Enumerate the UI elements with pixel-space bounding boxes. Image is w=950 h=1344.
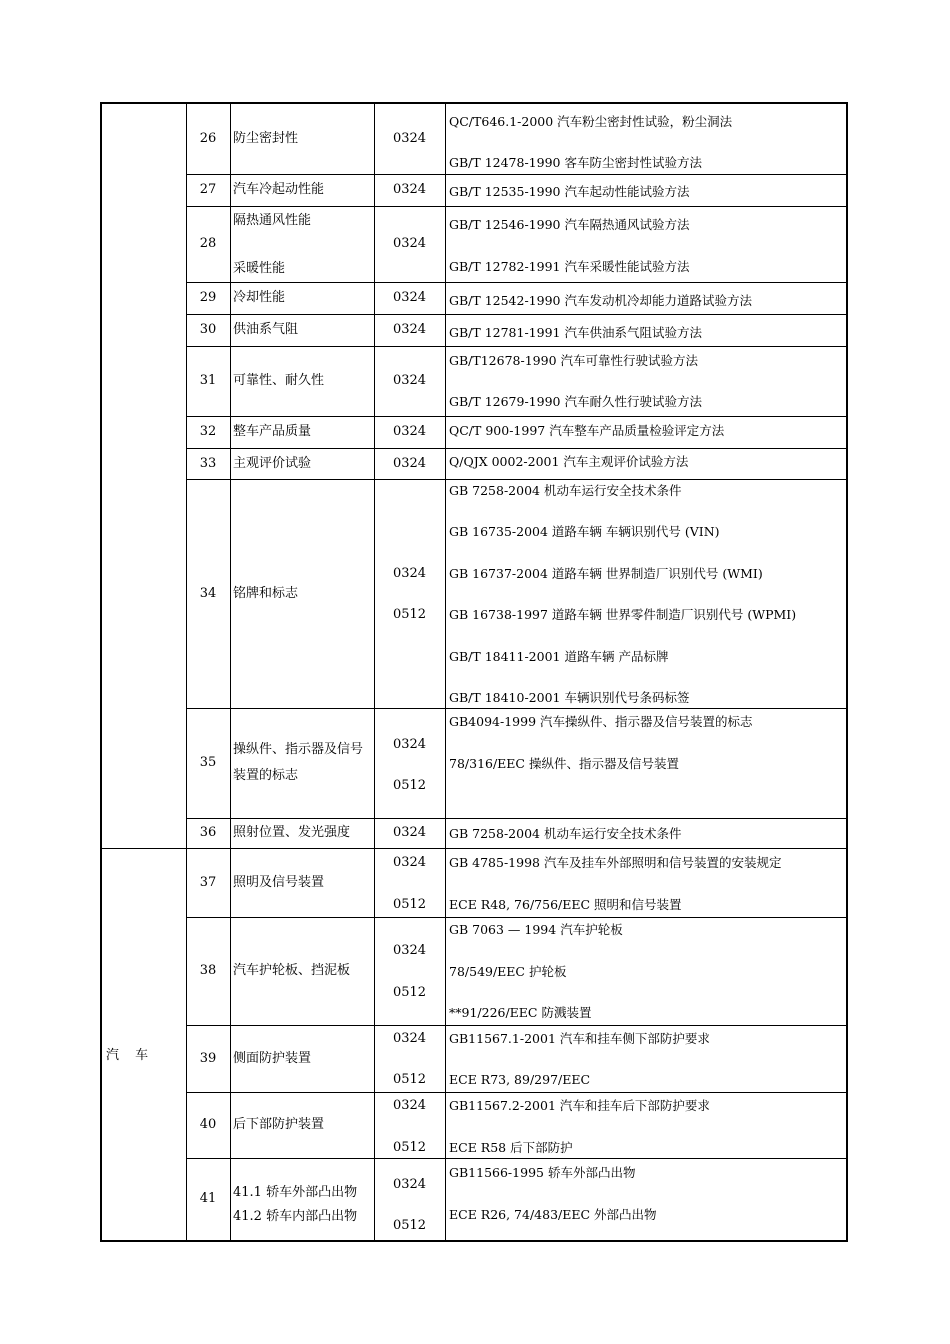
row-divider [186, 282, 846, 283]
standard-reference: **91/226/EEC 防溅装置 [449, 1005, 592, 1020]
row-number: 27 [199, 182, 217, 197]
test-item: 照射位置、发光强度 [233, 825, 351, 840]
standard-reference: GB 7063 — 1994 汽车护轮板 [449, 922, 623, 937]
row-divider [102, 848, 846, 849]
method-code: 0324 [392, 1177, 427, 1192]
standard-reference: GB 4785-1998 汽车及挂车外部照明和信号装置的安装规定 [449, 855, 782, 870]
test-item: 后下部防护装置 [233, 1117, 325, 1132]
test-item: 41.2 轿车内部凸出物 [233, 1209, 358, 1224]
test-item: 可靠性、耐久性 [233, 373, 325, 388]
row-number: 38 [199, 963, 217, 978]
standard-reference: QC/T646.1-2000 汽车粉尘密封性试验，粉尘洞法 [449, 114, 733, 129]
method-code: 0324 [392, 131, 427, 146]
standard-reference: GB11567.2-2001 汽车和挂车后下部防护要求 [449, 1098, 710, 1113]
test-item: 侧面防护装置 [233, 1050, 312, 1066]
row-number: 30 [199, 322, 217, 337]
row-divider [186, 1158, 846, 1159]
row-divider [186, 346, 846, 347]
standard-reference: ECE R26, 74/483/EEC 外部凸出物 [449, 1207, 657, 1222]
standard-reference: GB/T 12782-1991 汽车采暖性能试验方法 [449, 259, 690, 274]
method-code: 0324 [392, 1031, 427, 1046]
row-number: 40 [199, 1117, 217, 1132]
method-code: 0324 [392, 373, 427, 388]
standard-reference: GB/T 12535-1990 汽车起动性能试验方法 [449, 184, 690, 199]
standard-reference: 78/549/EEC 护轮板 [449, 964, 567, 979]
row-number: 37 [199, 874, 217, 890]
standard-reference: GB 7258-2004 机动车运行安全技术条件 [449, 483, 682, 498]
test-item: 采暖性能 [233, 261, 286, 276]
method-code: 0324 [392, 182, 427, 197]
standard-reference: ECE R58 后下部防护 [449, 1140, 573, 1155]
method-code: 0512 [392, 985, 427, 1000]
column-divider [186, 104, 187, 1240]
row-divider [186, 708, 846, 709]
row-divider [186, 448, 846, 449]
test-item: 供油系气阻 [233, 322, 299, 337]
standard-reference: GB11566-1995 轿车外部凸出物 [449, 1165, 636, 1180]
test-item: 冷却性能 [233, 290, 286, 305]
row-number: 28 [199, 236, 217, 251]
row-number: 39 [199, 1050, 217, 1066]
standard-reference: ECE R48, 76/756/EEC 照明和信号装置 [449, 897, 682, 912]
method-code: 0324 [392, 825, 427, 840]
method-code: 0512 [392, 607, 427, 622]
column-divider [230, 104, 231, 1240]
method-code: 0324 [392, 943, 427, 958]
method-code: 0512 [392, 1218, 427, 1233]
method-code: 0324 [392, 737, 427, 752]
method-code: 0324 [392, 566, 427, 581]
method-code: 0512 [392, 1072, 427, 1087]
method-code: 0324 [392, 424, 427, 439]
standard-reference: GB/T 12679-1990 汽车耐久性行驶试验方法 [449, 394, 702, 409]
standard-reference: GB/T 12478-1990 客车防尘密封性试验方法 [449, 155, 702, 170]
test-item: 整车产品质量 [233, 424, 312, 439]
row-divider [186, 416, 846, 417]
method-code: 0512 [392, 778, 427, 793]
row-divider [186, 818, 846, 819]
row-number: 26 [199, 131, 217, 146]
test-item: 隔热通风性能 [233, 213, 312, 228]
row-number: 36 [199, 825, 217, 840]
standard-reference: GB/T 12546-1990 汽车隔热通风试验方法 [449, 217, 690, 232]
row-number: 33 [199, 455, 217, 471]
standard-reference: 78/316/EEC 操纵件、指示器及信号装置 [449, 756, 679, 771]
row-divider [186, 206, 846, 207]
test-item: 操纵件、指示器及信号 [233, 742, 364, 757]
test-item: 汽车冷起动性能 [233, 182, 325, 197]
row-number: 29 [199, 290, 217, 305]
category-label: 汽 车 [106, 1048, 155, 1063]
test-item: 装置的标志 [233, 768, 299, 783]
row-number: 35 [199, 755, 217, 770]
row-number: 32 [199, 424, 217, 439]
column-divider [374, 104, 375, 1240]
standard-reference: GB 16738-1997 道路车辆 世界零件制造厂识别代号 (WPMI) [449, 607, 797, 622]
standard-reference: GB 16737-2004 道路车辆 世界制造厂识别代号 (WMI) [449, 566, 763, 581]
standard-reference: GB/T 18411-2001 道路车辆 产品标牌 [449, 649, 669, 664]
method-code: 0324 [392, 236, 427, 251]
row-number: 34 [199, 585, 217, 601]
test-item: 汽车护轮板、挡泥板 [233, 963, 351, 978]
row-number: 31 [199, 373, 217, 388]
method-code: 0324 [392, 322, 427, 337]
standard-reference: GB 16735-2004 道路车辆 车辆识别代号 (VIN) [449, 524, 720, 539]
test-item: 照明及信号装置 [233, 874, 325, 890]
row-divider [186, 479, 846, 480]
row-divider [186, 1092, 846, 1093]
method-code: 0324 [392, 855, 427, 870]
row-number: 41 [199, 1191, 217, 1206]
row-divider [186, 314, 846, 315]
method-code: 0324 [392, 455, 427, 471]
standard-reference: GB/T 12781-1991 汽车供油系气阻试验方法 [449, 325, 702, 340]
method-code: 0512 [392, 1140, 427, 1155]
standard-reference: GB 7258-2004 机动车运行安全技术条件 [449, 826, 682, 841]
standard-reference: GB/T 12542-1990 汽车发动机冷却能力道路试验方法 [449, 293, 752, 308]
method-code: 0512 [392, 897, 427, 912]
standard-reference: Q/QJX 0002-2001 汽车主观评价试验方法 [449, 454, 689, 469]
method-code: 0324 [392, 1098, 427, 1113]
row-divider [186, 174, 846, 175]
row-divider [186, 917, 846, 918]
row-divider [186, 1025, 846, 1026]
test-item: 主观评价试验 [233, 455, 312, 471]
test-item: 防尘密封性 [233, 131, 299, 146]
standard-reference: ECE R73, 89/297/EEC [449, 1072, 591, 1087]
standard-reference: QC/T 900-1997 汽车整车产品质量检验评定方法 [449, 423, 725, 438]
column-divider [445, 104, 446, 1240]
test-item: 41.1 轿车外部凸出物 [233, 1185, 358, 1200]
test-item: 铭牌和标志 [233, 585, 299, 601]
standards-table [100, 102, 848, 1242]
standard-reference: GB11567.1-2001 汽车和挂车侧下部防护要求 [449, 1031, 710, 1046]
standard-reference: GB/T12678-1990 汽车可靠性行驶试验方法 [449, 353, 698, 368]
standard-reference: GB4094-1999 汽车操纵件、指示器及信号装置的标志 [449, 714, 753, 729]
standard-reference: GB/T 18410-2001 车辆识别代号条码标签 [449, 690, 690, 705]
method-code: 0324 [392, 290, 427, 305]
